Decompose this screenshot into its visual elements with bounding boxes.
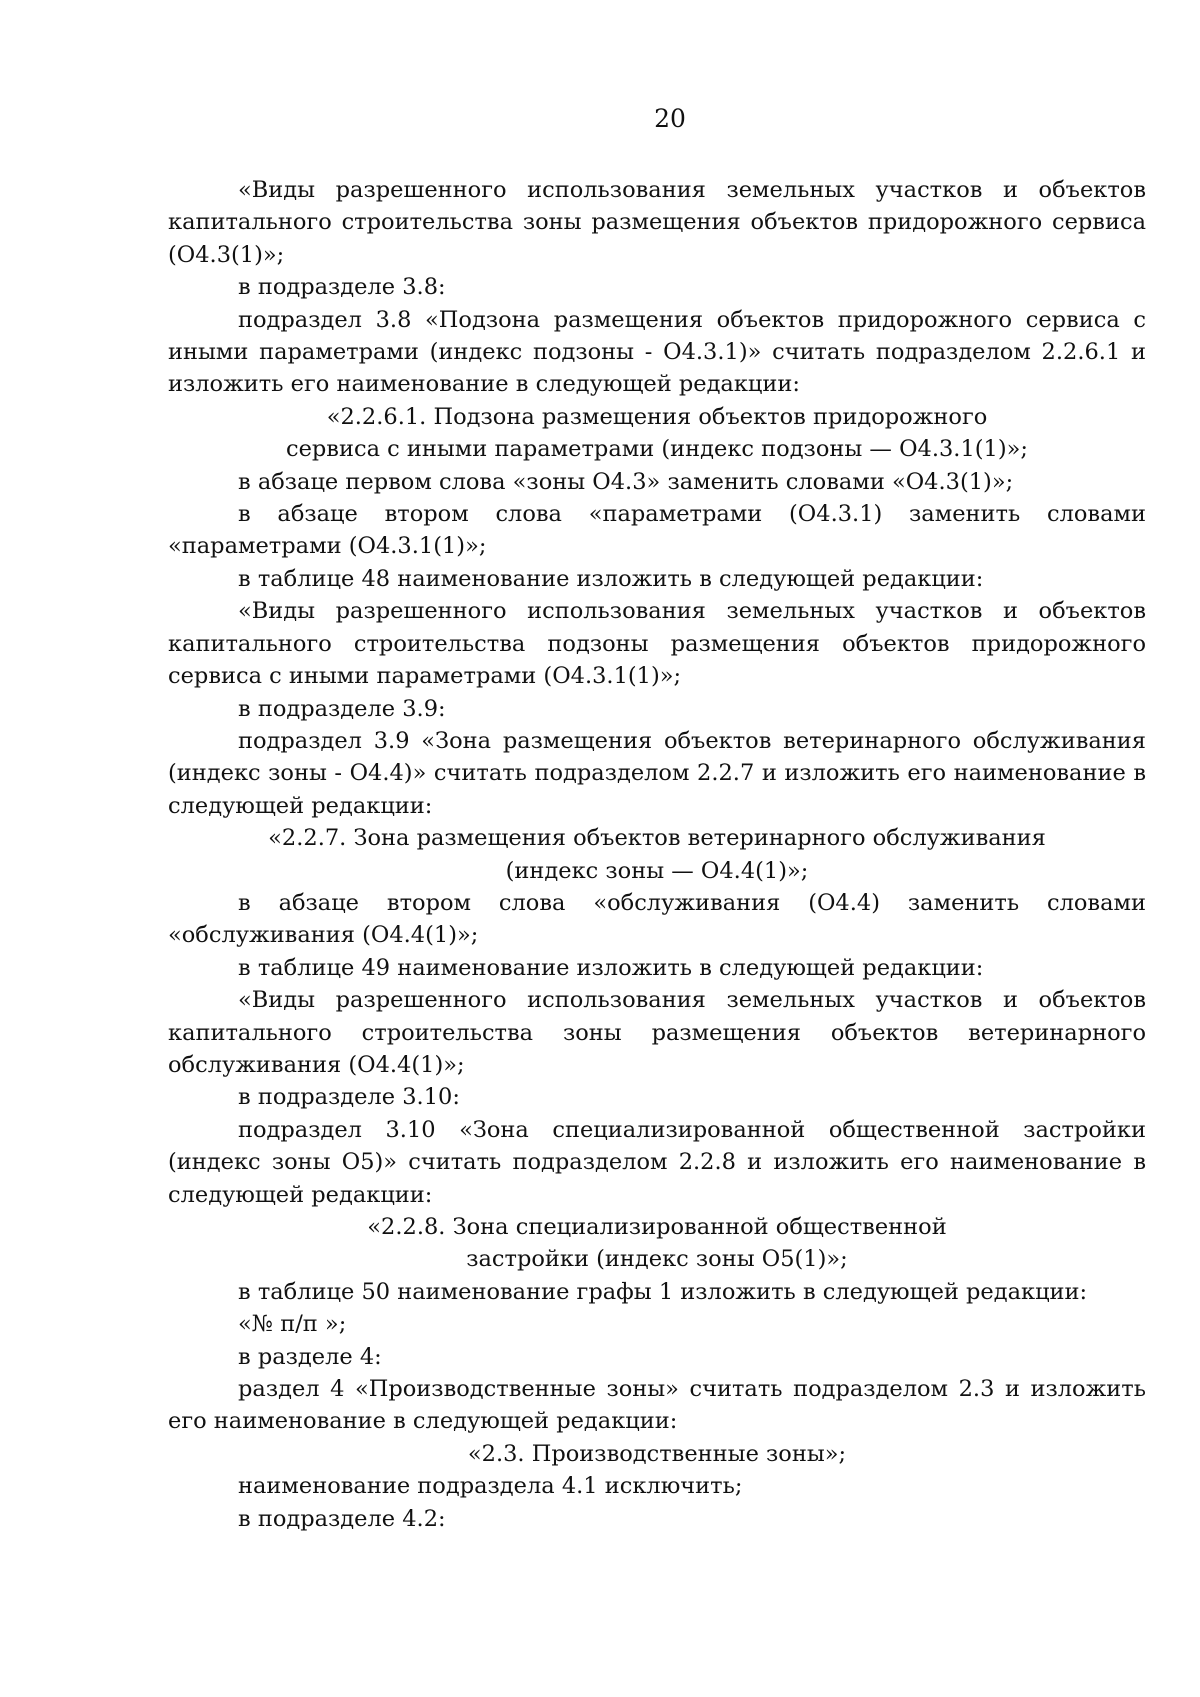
paragraph-7: «Виды разрешенного использования земельных участков и объектов капитального строительства подзоны размещения объектов придорожного сервиса с иными параметрами (О4.3.1(1)»;: [168, 598, 1146, 690]
paragraph-14: подраздел 3.10 «Зона специализированной общественной застройки (индекс зоны О5)» считать подразделом 2.2.8 и изложить его наименование в следующей редакции:: [168, 1116, 1146, 1208]
heading-2-2-6-1-line-1: «2.2.6.1. Подзона размещения объектов придорожного: [326, 403, 988, 430]
paragraph-12: «Виды разрешенного использования земельных участков и объектов капитального строительства зоны размещения объектов ветеринарного обслуживания (О4.4(1)»;: [168, 987, 1146, 1078]
paragraph-4: в абзаце первом слова «зоны О4.3» заменить словами «О4.3(1)»;: [238, 468, 1014, 495]
paragraph-17: в разделе 4:: [238, 1343, 382, 1370]
heading-2-3: «2.3. Производственные зоны»;: [467, 1440, 847, 1467]
paragraph-11: в таблице 49 наименование изложить в следующей редакции:: [238, 954, 984, 981]
heading-2-2-7-line-1: «2.2.7. Зона размещения объектов ветеринарного обслуживания: [268, 825, 1046, 852]
heading-2-2-8-line-2: застройки (индекс зоны О5(1)»;: [466, 1246, 848, 1273]
paragraph-18: раздел 4 «Производственные зоны» считать подразделом 2.3 и изложить его наименование в следующей редакции:: [168, 1376, 1146, 1435]
paragraph-19: наименование подраздела 4.1 исключить;: [238, 1473, 743, 1500]
paragraph-5: в абзаце втором слова «параметрами (О4.3.1) заменить словами «параметрами (О4.3.1(1)»;: [168, 501, 1146, 560]
paragraph-13: в подразделе 3.10:: [238, 1084, 460, 1111]
paragraph-1: «Виды разрешенного использования земельных участков и объектов капитального строительства зоны размещения объектов придорожного сервиса (О4.3(1)»;: [168, 177, 1146, 268]
paragraph-6: в таблице 48 наименование изложить в следующей редакции:: [238, 565, 984, 592]
paragraph-15: в таблице 50 наименование графы 1 изложить в следующей редакции:: [238, 1278, 1088, 1305]
heading-2-2-7-line-2: (индекс зоны — О4.4(1)»;: [505, 857, 809, 884]
paragraph-9: подраздел 3.9 «Зона размещения объектов ветеринарного обслуживания (индекс зоны - О4.4)» считать подразделом 2.2.7 и изложить его наименование в следующей редакции:: [168, 727, 1146, 819]
paragraph-16: «№ п/п »;: [238, 1311, 347, 1338]
paragraph-20: в подразделе 4.2:: [238, 1505, 446, 1532]
page-number: 20: [654, 104, 686, 133]
paragraph-2: в подразделе 3.8:: [238, 274, 446, 301]
heading-2-2-8-line-1: «2.2.8. Зона специализированной общественной: [367, 1214, 947, 1240]
paragraph-8: в подразделе 3.9:: [238, 695, 446, 722]
document-body: [168, 174, 1146, 1535]
paragraph-3: подраздел 3.8 «Подзона размещения объектов придорожного сервиса с иными параметрами (индекс подзоны - О4.3.1)» считать подразделом 2.2.6.1 и изложить его наименование в следующей редакции:: [168, 306, 1146, 398]
paragraph-10: в абзаце втором слова «обслуживания (О4.4) заменить словами «обслуживания (О4.4(1)»;: [168, 889, 1146, 949]
heading-2-2-6-1-line-2: сервиса с иными параметрами (индекс подзоны — О4.3.1(1)»;: [285, 436, 1028, 463]
